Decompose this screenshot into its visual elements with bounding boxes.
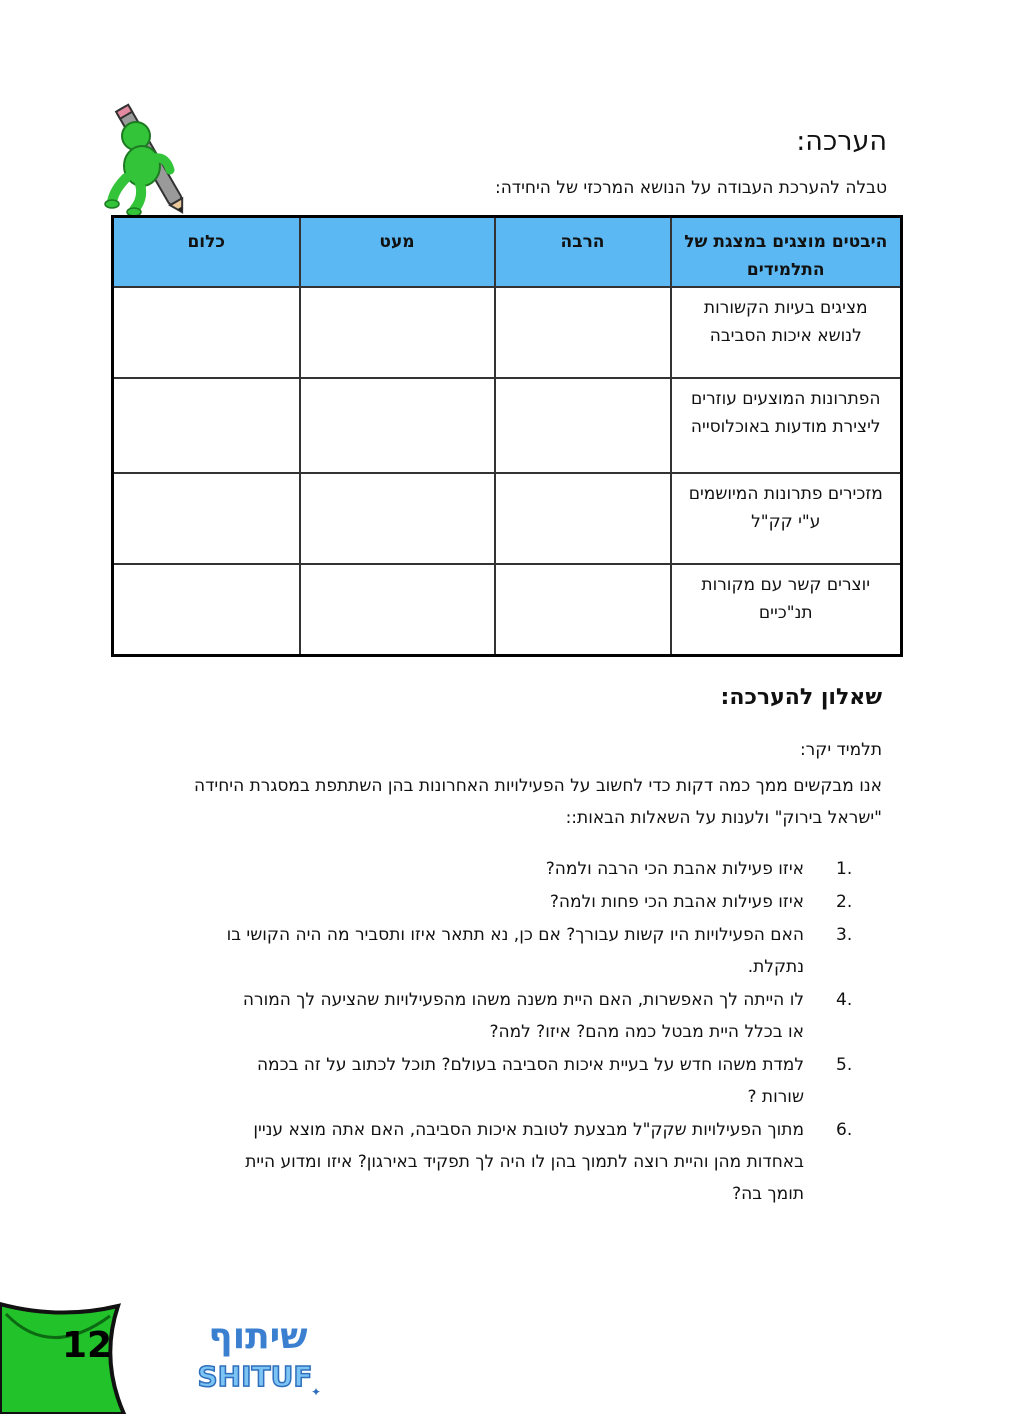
list-item (142, 1049, 882, 1113)
rating-cell[interactable] (495, 564, 671, 655)
table-row (113, 564, 902, 655)
question-text: לו הייתה לך האפשרות, האם היית משנה משהו מהפעילויות שהציעה לך המורה או בכלל היית מבטל כמה מהם? איזו? למה? (242, 990, 804, 1042)
table-header-row (113, 217, 902, 288)
svg-text:✦: ✦ (311, 1385, 322, 1398)
question-text: מתוך הפעילויות שקק"ל מבצעת לטובת איכות הסביבה, האם אתה מוצא עניין באחדות מהן והיית רוצה לתמוך בהן לו היה לך תפקיד באירגון? איזו ומדוע היית תומך בה? (245, 1120, 804, 1204)
list-item (142, 919, 882, 983)
rating-cell[interactable] (300, 287, 495, 378)
question-text: איזו פעילות אהבת הכי הרבה ולמה? (545, 859, 804, 879)
list-item (142, 1114, 882, 1210)
rating-cell[interactable] (113, 564, 300, 655)
row-label: מזכירים פתרונות המיושמים ע"י קק"ל (671, 473, 902, 564)
rating-cell[interactable] (300, 378, 495, 473)
table-row (113, 287, 902, 378)
rating-cell[interactable] (495, 287, 671, 378)
shituf-logo (193, 1308, 323, 1398)
section-title: הערכה: (796, 126, 887, 157)
greeting: תלמיד יקר: (799, 740, 882, 760)
list-item (142, 886, 882, 918)
row-label: יוצרים קשר עם מקורות תנ"כיים (671, 564, 902, 655)
rating-cell[interactable] (495, 378, 671, 473)
rating-cell[interactable] (300, 473, 495, 564)
question-number: 5. (836, 1055, 853, 1075)
questionnaire-title: שאלון להערכה: (720, 685, 882, 710)
table-caption: טבלה להערכת העבודה על הנושא המרכזי של היחידה: (494, 178, 887, 198)
intro-paragraph: אנו מבקשים ממך כמה דקות כדי לחשוב על הפעילויות האחרונות בהן השתתפת במסגרת היחידה "ישראל בירוק" ולענות על השאלות הבאות:: (194, 776, 882, 828)
logo-hebrew: שיתוף (208, 1316, 308, 1357)
table-row (113, 473, 902, 564)
page-number: 12 (62, 1325, 113, 1366)
row-label: הפתרונות המוצעים עוזרים ליצירת מודעות באוכלוסייה (671, 378, 902, 473)
rating-cell[interactable] (300, 564, 495, 655)
question-number: 3. (836, 925, 853, 945)
question-text: האם הפעילויות היו קשות עבורך? אם כן, נא תתאר איזו ותסביר מה היה הקושי בו נתקלת. (226, 925, 804, 977)
column-header: הרבה (495, 217, 671, 288)
list-item (142, 853, 882, 885)
question-list (142, 853, 882, 1211)
column-header: כלום (113, 217, 300, 288)
question-number: 6. (836, 1120, 853, 1140)
logo-latin: SHITUF (197, 1360, 313, 1393)
question-number: 4. (836, 990, 853, 1010)
table-row (113, 378, 902, 473)
rating-cell[interactable] (495, 473, 671, 564)
rating-cell[interactable] (113, 287, 300, 378)
question-text: למדת משהו חדש על בעיית איכות הסביבה בעולם? תוכל לכתוב על זה בכמה שורות ? (256, 1055, 804, 1107)
green-figure-with-pencil-icon (104, 98, 200, 220)
question-number: 2. (836, 892, 853, 912)
column-header: מעט (300, 217, 495, 288)
row-label: מציגים בעיות הקשורות לנושא איכות הסביבה (671, 287, 902, 378)
question-text: איזו פעילות אהבת הכי פחות ולמה? (549, 892, 804, 912)
evaluation-table (111, 215, 903, 657)
rating-cell[interactable] (113, 378, 300, 473)
rating-cell[interactable] (113, 473, 300, 564)
list-item (142, 984, 882, 1048)
question-number: 1. (836, 859, 853, 879)
column-header: היבטים מוצגים במצגת של התלמידים (671, 217, 902, 288)
